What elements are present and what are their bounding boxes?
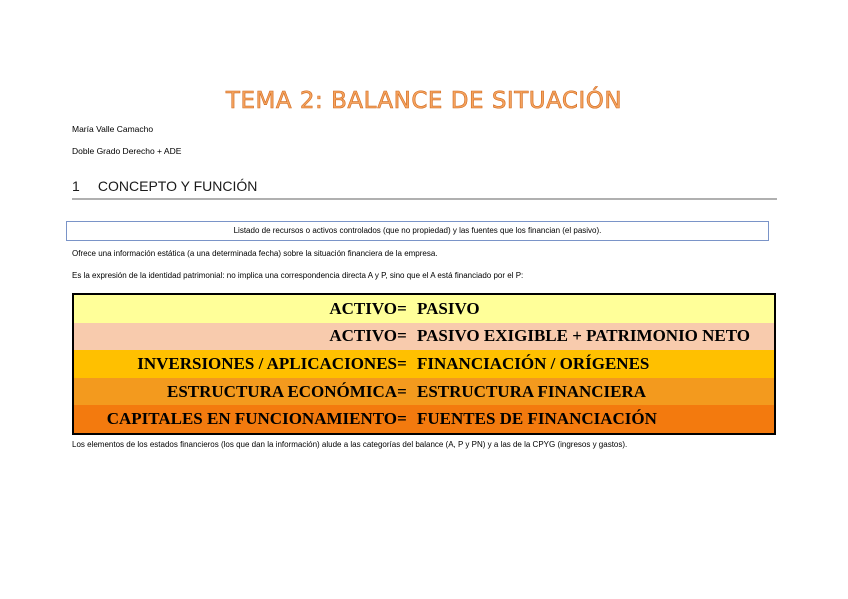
- equation-left: ACTIVO: [329, 326, 397, 346]
- equation-left: ACTIVO: [329, 298, 397, 318]
- equation-equals: =: [397, 409, 407, 429]
- equation-left: INVERSIONES / APLICACIONES: [137, 353, 397, 373]
- equation-right: PASIVO EXIGIBLE + PATRIMONIO NETO: [417, 326, 751, 346]
- degree-name: Doble Grado Derecho + ADE: [72, 146, 182, 156]
- equation-row: [74, 295, 774, 323]
- paragraph-static-info: Ofrece una información estática (a una determinada fecha) sobre la situación financiera de la empresa.: [72, 249, 438, 258]
- equation-left: ESTRUCTURA ECONÓMICA: [167, 381, 397, 401]
- paragraph-identity: Es la expresión de la identidad patrimonial: no implica una correspondencia directa A y P, sino que el A está financiado por el P:: [72, 271, 524, 280]
- paragraph-footer: Los elementos de los estados financieros (los que dan la información) alude a las categorías del balance (A, P y PN) y a las de la CPYG (ingresos y gastos).: [72, 440, 628, 449]
- equation-row: [74, 378, 774, 406]
- equation-equals: =: [397, 353, 407, 373]
- definition-box: Listado de recursos o activos controlados (que no propiedad) y las fuentes que los financian (el pasivo).: [66, 221, 769, 241]
- equation-equals: =: [397, 298, 407, 318]
- equation-left: CAPITALES EN FUNCIONAMIENTO: [106, 409, 397, 429]
- section-number: 1: [72, 178, 80, 194]
- equation-row: [74, 323, 774, 351]
- equation-equals: =: [397, 326, 407, 346]
- equation-equals: =: [397, 381, 407, 401]
- document-title: TEMA 2: BALANCE DE SITUACIÓN: [225, 88, 623, 114]
- equation-right: PASIVO: [417, 298, 480, 318]
- equation-right: ESTRUCTURA FINANCIERA: [417, 381, 647, 401]
- author-name: María Valle Camacho: [72, 124, 154, 134]
- section-heading: [72, 178, 777, 200]
- equation-row: [74, 405, 774, 433]
- equations-table: [72, 293, 776, 435]
- equation-row: [74, 350, 774, 378]
- section-label: CONCEPTO Y FUNCIÓN: [97, 178, 258, 194]
- equation-right: FINANCIACIÓN / ORÍGENES: [417, 353, 650, 373]
- equation-right: FUENTES DE FINANCIACIÓN: [417, 409, 657, 429]
